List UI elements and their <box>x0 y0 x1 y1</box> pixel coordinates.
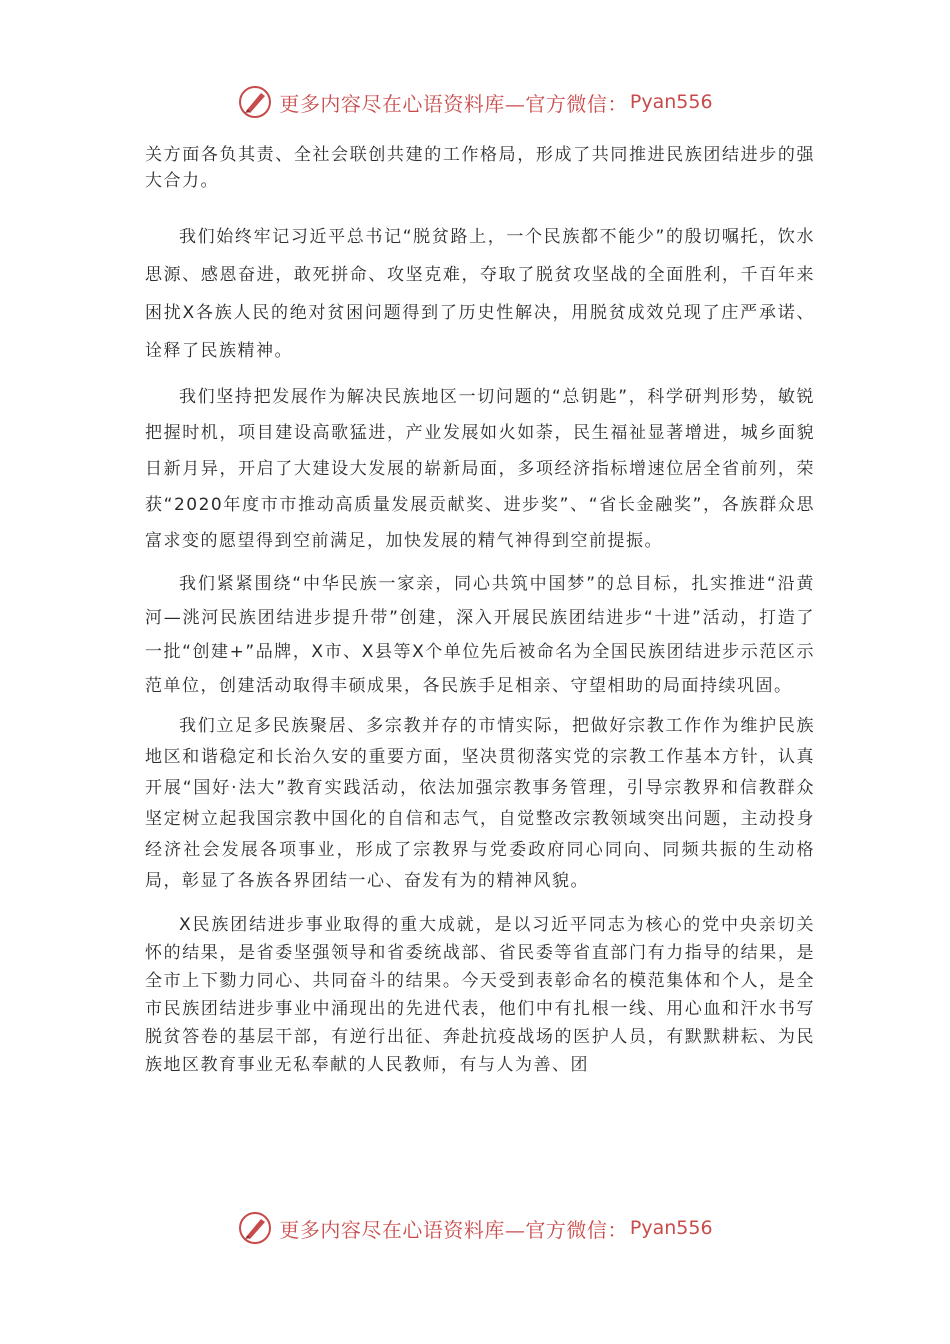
pen-logo-icon <box>237 1210 273 1246</box>
pen-logo-icon <box>237 84 273 120</box>
paragraph: 我们立足多民族聚居、多宗教并存的市情实际，把做好宗教工作作为维护民族地区和谐稳定和长治久安的重要方面，坚决贯彻落实党的宗教工作基本方针，认真开展“国好·法大”教育实践活动，依法加强宗教事务管理，引导宗教界和信教群众坚定树立起我国宗教中国化的自信和志气，自觉整改宗教领域突出问题，主动投身经济社会发展各项事业，形成了宗教界与党委政府同心同向、同频共振的生动格局，彰显了各族各界团结一心、奋发有为的精神风貌。 <box>145 716 815 891</box>
paragraph: 我们坚持把发展作为解决民族地区一切问题的“总钥匙”，科学研判形势，敏锐把握时机，项目建设高歌猛进，产业发展如火如荼，民生福祉显著增进，城乡面貌日新月异，开启了大建设大发展的崭新局面，多项经济指标增速位居全省前列，荣获“2020年度市市推动高质量发展贡献奖、进步奖”、“省长金融奖”，各族群众思富求变的愿望得到空前满足，加快发展的精气神得到空前提振。 <box>145 387 815 551</box>
watermark-text: 更多内容尽在心语资料库—官方微信： <box>279 91 628 116</box>
watermark-wechat-id: Pyan556 <box>629 1217 713 1239</box>
watermark-wechat-id: Pyan556 <box>629 91 713 113</box>
paragraph: 我们始终牢记习近平总书记“脱贫路上，一个民族都不能少”的殷切嘱托，饮水思源、感恩奋进，敢死拼命、攻坚克难，夺取了脱贫攻坚战的全面胜利，千百年来困扰X各族人民的绝对贫困问题得到了历史性解决，用脱贫成效兑现了庄严承诺、诠释了民族精神。 <box>145 227 815 361</box>
document-body <box>145 142 815 1079</box>
watermark-footer <box>0 1208 950 1248</box>
paragraph: X民族团结进步事业取得的重大成就，是以习近平同志为核心的党中央亲切关怀的结果，是省委坚强领导和省委统战部、省民委等省直部门有力指导的结果，是全市上下勠力同心、共同奋斗的结果。今天受到表彰命名的模范集体和个人，是全市民族团结进步事业中涌现出的先进代表，他们中有扎根一线、用心血和汗水书写脱贫答卷的基层干部，有逆行出征、奔赴抗疫战场的医护人员，有默默耕耘、为民族地区教育事业无私奉献的人民教师，有与人为善、团 <box>145 915 815 1075</box>
paragraph: 我们紧紧围绕“中华民族一家亲，同心共筑中国梦”的总目标，扎实推进“沿黄河—洮河民族团结进步提升带”创建，深入开展民族团结进步“十进”活动，打造了一批“创建+”品牌，X市、X县等X个单位先后被命名为全国民族团结进步示范区示范单位，创建活动取得丰硕成果，各民族手足相亲、守望相助的局面持续巩固。 <box>145 574 815 696</box>
paragraph: 关方面各负其责、全社会联创共建的工作格局，形成了共同推进民族团结进步的强大合力。 <box>145 145 815 191</box>
watermark-header <box>0 82 950 122</box>
watermark-text: 更多内容尽在心语资料库—官方微信： <box>279 1217 628 1242</box>
